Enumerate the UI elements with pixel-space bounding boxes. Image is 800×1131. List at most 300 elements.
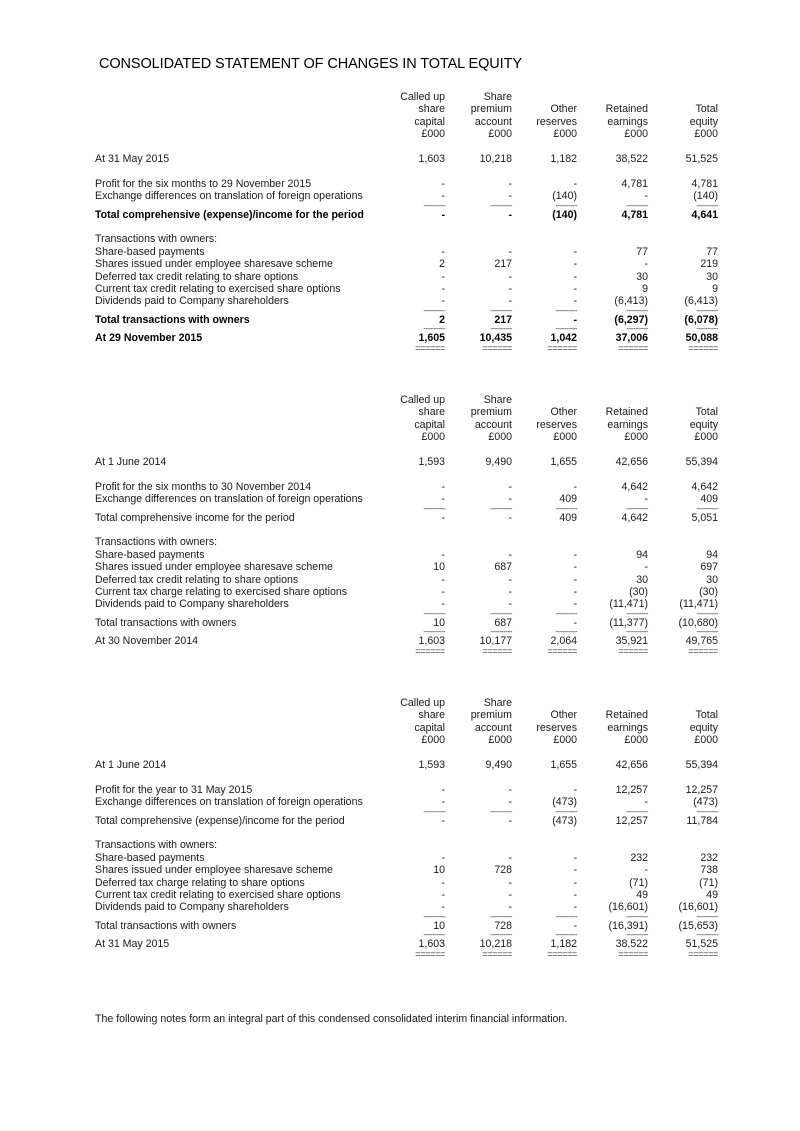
- column-header-line: [578, 697, 648, 709]
- cell-value: -: [508, 295, 512, 308]
- cell-value: 11,784: [686, 814, 718, 827]
- cell-value: 10,177: [479, 635, 512, 648]
- transaction-row: [95, 561, 719, 573]
- total-transactions-row-label: Total transactions with owners: [95, 919, 237, 932]
- rule-mark: ----------: [555, 503, 577, 513]
- cell-value: (16,391): [608, 919, 648, 932]
- cell-value: 42,656: [615, 456, 648, 468]
- cell-value: -: [573, 282, 577, 295]
- rule-mark: ----------: [696, 200, 718, 210]
- cell-value: 35,921: [615, 635, 648, 648]
- cell-value: (140): [693, 190, 718, 203]
- rule-mark: ----------: [423, 806, 445, 816]
- cell-value: 1,182: [550, 153, 577, 165]
- opening-balance-row-label: At 1 June 2014: [95, 456, 167, 468]
- cell-value: -: [441, 480, 445, 493]
- column-header-line: earnings: [607, 721, 648, 734]
- transaction-row-label: Current tax charge relating to exercised share options: [95, 585, 348, 598]
- cell-value: 49: [706, 888, 718, 901]
- column-header-line: capital: [414, 115, 445, 128]
- rule-mark: ======: [618, 343, 648, 354]
- column-header: [648, 697, 718, 747]
- rule-mark: ----------: [626, 503, 648, 513]
- column-header-line: Retained: [605, 103, 648, 116]
- rule-mark: ----------: [626, 305, 648, 315]
- cell-value: 1,603: [418, 153, 445, 165]
- column-header-line: [578, 91, 648, 103]
- column-header-line: £000: [694, 128, 718, 141]
- column-header-line: account: [474, 115, 512, 128]
- rule-mark: ======: [415, 646, 445, 657]
- cell-value: -: [508, 573, 512, 586]
- column-header: [507, 697, 577, 747]
- column-header: [578, 394, 648, 444]
- column-header: [578, 697, 648, 747]
- transaction-row: [95, 852, 719, 864]
- cell-value: -: [573, 258, 577, 271]
- transaction-row-label: Deferred tax credit relating to share options: [95, 573, 299, 586]
- transaction-row-label: Share-based payments: [95, 245, 205, 258]
- cell-value: 49,765: [685, 635, 718, 648]
- rule-mark: ----------: [490, 911, 512, 921]
- rule-mark: ----------: [555, 608, 577, 618]
- cell-value: -: [508, 493, 512, 506]
- rule-mark: ----------: [626, 806, 648, 816]
- column-header-line: Share: [483, 91, 512, 103]
- transaction-row-label: Shares issued under employee sharesave scheme: [95, 258, 333, 271]
- column-header-line: [648, 394, 718, 406]
- cell-value: 77: [636, 245, 648, 258]
- opening-balance-row-label: At 31 May 2015: [95, 153, 170, 165]
- cell-value: -: [573, 888, 577, 901]
- column-header: [507, 91, 577, 141]
- transaction-row-label: Shares issued under employee sharesave scheme: [95, 864, 333, 877]
- cell-value: -: [573, 561, 577, 574]
- rule-mark: ----------: [490, 503, 512, 513]
- column-header: [442, 394, 512, 444]
- spacer: [95, 827, 719, 839]
- cell-value: 232: [630, 851, 648, 864]
- column-header-line: Total: [695, 406, 718, 419]
- cell-value: 1,603: [418, 938, 445, 951]
- cell-value: 12,257: [615, 814, 648, 827]
- cell-value: -: [508, 480, 512, 493]
- rule-mark: ----------: [490, 627, 512, 637]
- cell-value: (15,653): [678, 919, 718, 932]
- cell-value: -: [573, 864, 577, 877]
- rule-mark: ----------: [490, 324, 512, 334]
- cell-value: -: [508, 548, 512, 561]
- rule-mark: ----------: [696, 627, 718, 637]
- cell-value: (140): [552, 208, 577, 221]
- rule-mark: ======: [618, 646, 648, 657]
- transaction-row-label: Share-based payments: [95, 548, 205, 561]
- cell-value: -: [573, 245, 577, 258]
- column-headers: [95, 394, 719, 456]
- transaction-row-label: Dividends paid to Company shareholders: [95, 295, 289, 308]
- cell-value: -: [441, 245, 445, 258]
- column-header-line: £000: [553, 128, 577, 141]
- rule-mark: ----------: [626, 200, 648, 210]
- rule-mark: ----------: [555, 806, 577, 816]
- transaction-row-label: Current tax credit relating to exercised share options: [95, 888, 341, 901]
- total-comprehensive-row: [95, 512, 719, 524]
- cell-value: 697: [700, 561, 718, 574]
- transaction-row: [95, 246, 719, 258]
- column-header-line: [648, 697, 718, 709]
- rule-mark: ======: [547, 343, 577, 354]
- cell-value: 687: [494, 561, 512, 574]
- column-header-line: earnings: [607, 115, 648, 128]
- column-header-line: £000: [421, 128, 445, 141]
- cell-value: -: [441, 270, 445, 283]
- transaction-row: [95, 586, 719, 598]
- total-double-rule: [95, 344, 719, 354]
- rule-mark: ======: [482, 949, 512, 960]
- column-header-line: Called up: [400, 697, 445, 709]
- cell-value: 37,006: [615, 332, 648, 345]
- column-header: [578, 91, 648, 141]
- cell-value: 4,781: [621, 208, 648, 221]
- total-comprehensive-row-label: Total comprehensive (expense)/income for the period: [95, 208, 364, 221]
- cell-value: 217: [494, 313, 512, 326]
- total-comprehensive-row: [95, 209, 719, 221]
- cell-value: 30: [706, 270, 718, 283]
- footnote: The following notes form an integral part of this condensed consolidated interim financial information.: [95, 1013, 568, 1025]
- cell-value: 51,525: [685, 938, 718, 951]
- rule-mark: ======: [618, 949, 648, 960]
- rule-mark: ----------: [696, 911, 718, 921]
- cell-value: -: [508, 208, 512, 221]
- page-title: CONSOLIDATED STATEMENT OF CHANGES IN TOTAL EQUITY: [99, 56, 522, 72]
- cell-value: 409: [559, 493, 577, 506]
- cell-value: -: [441, 511, 445, 524]
- cell-value: -: [441, 548, 445, 561]
- rule-mark: ----------: [626, 627, 648, 637]
- cell-value: -: [644, 190, 648, 203]
- column-header: [442, 697, 512, 747]
- closing-balance-row-label: At 30 November 2014: [95, 635, 199, 648]
- cell-value: -: [441, 208, 445, 221]
- column-header: [507, 394, 577, 444]
- cell-value: -: [441, 585, 445, 598]
- equity-section-2: [95, 394, 719, 657]
- column-header-line: £000: [694, 431, 718, 444]
- transaction-row: [95, 258, 719, 270]
- transactions-heading: [95, 233, 719, 245]
- cell-value: 2,064: [550, 635, 577, 648]
- cell-value: 728: [494, 919, 512, 932]
- transaction-row: [95, 877, 719, 889]
- cell-value: -: [573, 616, 577, 629]
- cell-value: -: [573, 480, 577, 493]
- column-header-line: £000: [624, 431, 648, 444]
- cell-value: (71): [699, 876, 718, 889]
- income-row-label: Exchange differences on translation of foreign operations: [95, 796, 363, 809]
- transaction-row: [95, 574, 719, 586]
- income-row-label: Exchange differences on translation of foreign operations: [95, 493, 363, 506]
- cell-value: 1,042: [550, 332, 577, 345]
- column-header-line: reserves: [536, 115, 577, 128]
- column-header-line: share: [418, 709, 445, 722]
- cell-value: 1,603: [418, 635, 445, 648]
- cell-value: 10: [433, 919, 445, 932]
- column-header-line: Called up: [400, 394, 445, 406]
- column-header-line: equity: [689, 115, 718, 128]
- column-header-line: Other: [550, 406, 577, 419]
- column-header: [442, 91, 512, 141]
- column-header-line: Other: [550, 103, 577, 116]
- column-header: [375, 91, 445, 141]
- total-comprehensive-row-label: Total comprehensive income for the period: [95, 511, 295, 524]
- cell-value: -: [573, 851, 577, 864]
- column-header-line: £000: [624, 734, 648, 747]
- rule-mark: ----------: [423, 930, 445, 940]
- cell-value: -: [508, 876, 512, 889]
- cell-value: 10,218: [479, 153, 512, 165]
- cell-value: 10,435: [479, 332, 512, 345]
- rule-mark: ----------: [555, 911, 577, 921]
- cell-value: 4,642: [621, 480, 648, 493]
- cell-value: -: [441, 573, 445, 586]
- cell-value: 4,642: [691, 480, 718, 493]
- spacer: [95, 165, 719, 177]
- cell-value: -: [441, 177, 445, 190]
- cell-value: (16,601): [678, 901, 718, 914]
- column-header-line: Total: [695, 709, 718, 722]
- cell-value: -: [441, 493, 445, 506]
- column-header-line: [648, 91, 718, 103]
- rule-mark: ======: [688, 646, 718, 657]
- rule-mark: ----------: [626, 911, 648, 921]
- column-header-line: [507, 697, 577, 709]
- cell-value: 1,655: [550, 456, 577, 468]
- rule-mark: ----------: [423, 627, 445, 637]
- column-header-line: capital: [414, 721, 445, 734]
- rule-mark: ----------: [555, 200, 577, 210]
- rule-mark: ----------: [423, 324, 445, 334]
- cell-value: -: [573, 783, 577, 796]
- closing-balance-row-label: At 31 May 2015: [95, 938, 170, 951]
- cell-value: (71): [629, 876, 648, 889]
- cell-value: -: [441, 851, 445, 864]
- opening-balance-row: [95, 759, 719, 771]
- rule-mark: ----------: [696, 324, 718, 334]
- spacer: [95, 468, 719, 480]
- column-header-line: premium: [470, 103, 512, 116]
- rule-mark: ----------: [423, 305, 445, 315]
- column-header: [648, 91, 718, 141]
- column-header-line: [507, 394, 577, 406]
- transaction-row-label: Deferred tax credit relating to share options: [95, 270, 299, 283]
- cell-value: 409: [700, 493, 718, 506]
- column-header-line: Share: [483, 697, 512, 709]
- income-row: [95, 784, 719, 796]
- column-header-line: £000: [694, 734, 718, 747]
- cell-value: 1,605: [418, 332, 445, 345]
- cell-value: -: [441, 598, 445, 611]
- transaction-row: [95, 864, 719, 876]
- cell-value: -: [573, 585, 577, 598]
- spacer: [95, 221, 719, 233]
- transaction-row-label: Current tax credit relating to exercised share options: [95, 282, 341, 295]
- column-header-line: equity: [689, 721, 718, 734]
- cell-value: -: [508, 796, 512, 809]
- column-headers: [95, 697, 719, 759]
- cell-value: 49: [636, 888, 648, 901]
- spacer: [95, 524, 719, 536]
- cell-value: 687: [494, 616, 512, 629]
- income-row-label: Profit for the year to 31 May 2015: [95, 783, 253, 796]
- column-header-line: £000: [488, 431, 512, 444]
- cell-value: 10: [433, 616, 445, 629]
- cell-value: -: [508, 851, 512, 864]
- cell-value: -: [508, 511, 512, 524]
- rule-mark: ======: [688, 343, 718, 354]
- cell-value: (30): [629, 585, 648, 598]
- column-header-line: Retained: [605, 406, 648, 419]
- rule-mark: ----------: [626, 608, 648, 618]
- cell-value: -: [441, 282, 445, 295]
- column-header-line: earnings: [607, 418, 648, 431]
- closing-balance-row-label: At 29 November 2015: [95, 332, 203, 345]
- cell-value: 10: [433, 561, 445, 574]
- cell-value: 12,257: [615, 783, 648, 796]
- rule-mark: ======: [415, 343, 445, 354]
- spacer: [95, 771, 719, 783]
- cell-value: (140): [552, 190, 577, 203]
- column-header-line: equity: [689, 418, 718, 431]
- column-header-line: share: [418, 406, 445, 419]
- cell-value: 94: [636, 548, 648, 561]
- rule-mark: ======: [415, 949, 445, 960]
- cell-value: -: [508, 901, 512, 914]
- opening-balance-row: [95, 456, 719, 468]
- cell-value: -: [508, 888, 512, 901]
- total-double-rule: [95, 950, 719, 960]
- rule-mark: ----------: [490, 930, 512, 940]
- rule-mark: ======: [547, 646, 577, 657]
- transactions-heading-label: Transactions with owners:: [95, 233, 218, 246]
- cell-value: -: [573, 548, 577, 561]
- rule-mark: ----------: [423, 911, 445, 921]
- cell-value: 219: [700, 258, 718, 271]
- cell-value: 55,394: [685, 759, 718, 771]
- transaction-row-label: Dividends paid to Company shareholders: [95, 901, 289, 914]
- cell-value: 4,781: [621, 177, 648, 190]
- cell-value: -: [573, 901, 577, 914]
- rule-mark: ----------: [696, 305, 718, 315]
- cell-value: 30: [636, 270, 648, 283]
- cell-value: -: [508, 245, 512, 258]
- cell-value: 4,641: [691, 208, 718, 221]
- rule-mark: ----------: [423, 200, 445, 210]
- column-header-line: £000: [421, 734, 445, 747]
- cell-value: -: [508, 598, 512, 611]
- rule-mark: ----------: [555, 930, 577, 940]
- cell-value: 94: [706, 548, 718, 561]
- cell-value: 2: [439, 258, 445, 271]
- transaction-row: [95, 889, 719, 901]
- transaction-row-label: Share-based payments: [95, 851, 205, 864]
- cell-value: -: [644, 561, 648, 574]
- cell-value: -: [573, 177, 577, 190]
- equity-section-1: [95, 91, 719, 354]
- cell-value: -: [441, 901, 445, 914]
- column-header-line: account: [474, 721, 512, 734]
- cell-value: 2: [439, 313, 445, 326]
- column-header: [648, 394, 718, 444]
- column-header-line: premium: [470, 406, 512, 419]
- income-row-label: Profit for the six months to 30 November 2014: [95, 480, 312, 493]
- cell-value: 12,257: [685, 783, 718, 796]
- cell-value: -: [508, 282, 512, 295]
- cell-value: 38,522: [615, 153, 648, 165]
- column-header-line: [578, 394, 648, 406]
- cell-value: 30: [706, 573, 718, 586]
- cell-value: -: [441, 295, 445, 308]
- transaction-row-label: Shares issued under employee sharesave scheme: [95, 561, 333, 574]
- rule-mark: ----------: [423, 503, 445, 513]
- cell-value: (11,471): [679, 598, 718, 611]
- column-header-line: reserves: [536, 418, 577, 431]
- cell-value: -: [508, 177, 512, 190]
- cell-value: 30: [636, 573, 648, 586]
- rule-mark: ----------: [555, 627, 577, 637]
- rule-mark: ======: [482, 343, 512, 354]
- cell-value: -: [441, 796, 445, 809]
- cell-value: (6,078): [684, 313, 718, 326]
- rule-mark: ======: [482, 646, 512, 657]
- rule-mark: ----------: [626, 930, 648, 940]
- cell-value: (16,601): [608, 901, 648, 914]
- total-comprehensive-row: [95, 815, 719, 827]
- rule-mark: ======: [547, 949, 577, 960]
- column-header-line: reserves: [536, 721, 577, 734]
- cell-value: 232: [700, 851, 718, 864]
- income-row: [95, 178, 719, 190]
- cell-value: 4,781: [691, 177, 718, 190]
- column-header-line: £000: [553, 431, 577, 444]
- cell-value: -: [644, 258, 648, 271]
- cell-value: 1,593: [418, 759, 445, 771]
- cell-value: (30): [699, 585, 718, 598]
- cell-value: 77: [706, 245, 718, 258]
- income-row-label: Exchange differences on translation of foreign operations: [95, 190, 363, 203]
- cell-value: 10: [433, 864, 445, 877]
- cell-value: -: [573, 270, 577, 283]
- cell-value: -: [573, 919, 577, 932]
- cell-value: 217: [494, 258, 512, 271]
- cell-value: 50,088: [685, 332, 718, 345]
- cell-value: (10,680): [678, 616, 718, 629]
- cell-value: -: [441, 190, 445, 203]
- column-header: [375, 394, 445, 444]
- opening-balance-row-label: At 1 June 2014: [95, 759, 167, 771]
- column-header-line: Retained: [605, 709, 648, 722]
- cell-value: 5,051: [691, 511, 718, 524]
- cell-value: (473): [552, 814, 577, 827]
- transactions-heading-label: Transactions with owners:: [95, 839, 218, 852]
- cell-value: -: [573, 295, 577, 308]
- rule-mark: ----------: [423, 608, 445, 618]
- transactions-heading: [95, 536, 719, 548]
- cell-value: 10,218: [479, 938, 512, 951]
- cell-value: (11,471): [609, 598, 648, 611]
- column-header-line: Called up: [400, 91, 445, 103]
- cell-value: -: [573, 313, 577, 326]
- cell-value: 9,490: [485, 456, 512, 468]
